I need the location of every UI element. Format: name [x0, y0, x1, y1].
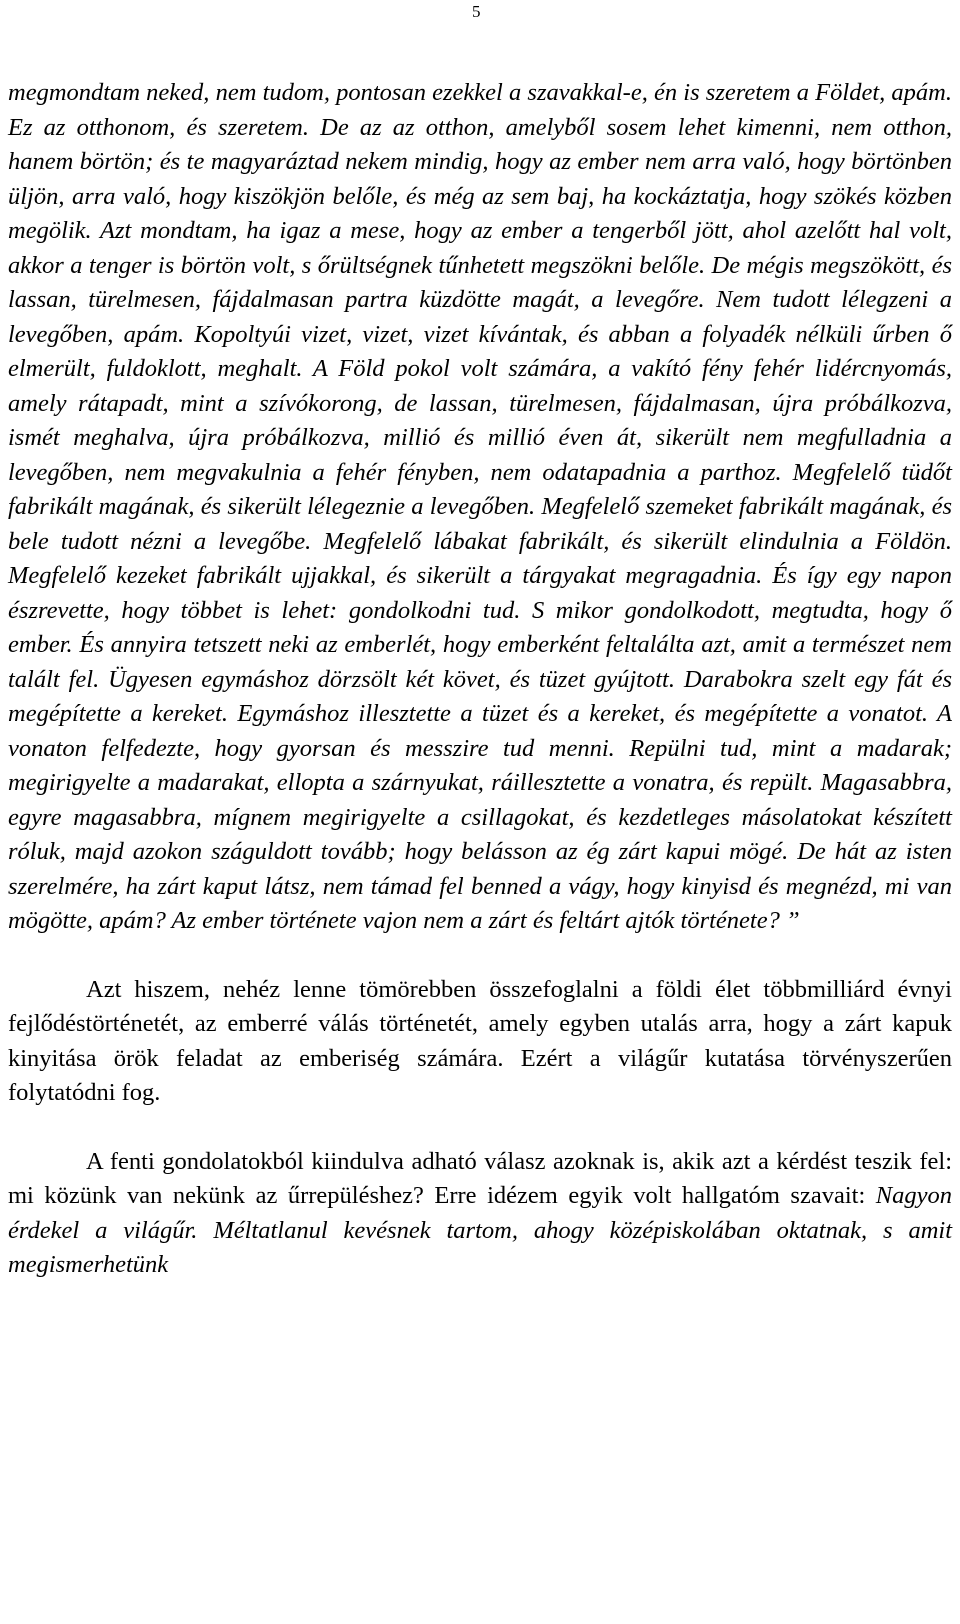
paragraph-gap — [8, 1111, 952, 1145]
page-number-text: 5 — [472, 2, 481, 21]
paragraph-student-quote — [8, 1145, 952, 1283]
paragraph-plain-text: A fenti gondolatokból kiindulva adható válasz azoknak is, akik azt a kérdést teszik fel: mi közünk van nekünk az űrrepüléshez? Erre idézem egyik volt hallgatóm szavait: — [8, 1147, 952, 1209]
paragraph-summary: Azt hiszem, nehéz lenne tömörebben összefoglalni a földi élet többmilliárd évnyi fejlődéstörténetét, az emberré válás történetét, amely egyben utalás arra, hogy a zárt kapuk kinyitása örök feladat az emberiség számára. Ezért a világűr kutatása törvényszerűen folytatódni fog. — [8, 975, 952, 1106]
document-body — [8, 76, 952, 1283]
student-quote-italic: Nagyon érdekel a világűr. Méltatlanul kevésnek tartom, ahogy középiskolában oktatnak, s amit megismerhetünk — [8, 1182, 952, 1278]
quote-paragraph: megmondtam neked, nem tudom, pontosan ezekkel a szavakkal-e, én is szeretem a Földet, apám. Ez az otthonom, és szeretem. De az az otthon, amelyből sosem lehet kimenni, nem otthon, hanem börtön; és te magyaráztad nekem mindig, hogy az ember nem arra való, hogy börtönben üljön, arra való, hogy kiszökjön belőle, és még az sem baj, ha kockáztatja, hogy szökés közben megölik. Azt mondtam, ha igaz a mese, hogy az ember a tengerből jött, ahol azelőtt hal volt, akkor a tenger is börtön volt, s őrültségnek tűnhetett megszökni belőle. De mégis megszökött, és lassan, türelmesen, fájdalmasan partra küzdötte magát, a levegőre. Nem tudott lélegzeni a levegőben, apám. Kopoltyúi vizet, vizet, vizet kívántak, és abban a folyadék nélküli űrben ő elmerült, fuldoklott, meghalt. A Föld pokol volt számára, a vakító fény fehér lidércnyomás, amely rátapadt, mint a szívókorong, de lassan, türelmesen, fájdalmasan, újra próbálkozva, ismét meghalva, újra próbálkozva, millió és millió éven át, sikerült nem megfulladnia a levegőben, nem megvakulnia a fehér fényben, nem odatapadnia a parthoz. Megfelelő tüdőt fabrikált magának, és sikerült lélegeznie a levegőben. Megfelelő szemeket fabrikált magának, és bele tudott nézni a levegőbe. Megfelelő lábakat fabrikált, és sikerült elindulnia a Földön. Megfelelő kezeket fabrikált ujjakkal, és sikerült a tárgyakat megragadnia. És így egy napon észrevette, hogy többet is lehet: gondolkodni tud. S mikor gondolkodott, megtudta, hogy ő ember. És annyira tetszett neki az emberlét, hogy emberként feltalálta azt, amit a természet nem talált fel. Ügyesen egymáshoz dörzsölt két követ, és tüzet gyújtott. Darabokra szelt egy fát és megépítette a kereket. Egymáshoz illesztette a tüzet és a kereket, és megépítette a vonatot. A vonaton felfedezte, hogy gyorsan és messzire tud menni. Repülni tud, mint a madarak; megirigyelte a madarakat, ellopta a szárnyukat, ráillesztette a vonatra, és repült. Magasabbra, egyre magasabbra, mígnem megirigyelte a csillagokat, és kezdetleges másolatokat készített róluk, majd azokon száguldott tovább; hogy belásson az ég zárt kapui mögé. De hát az isten szerelmére, ha zárt kaput látsz, nem támad fel benned a vágy, hogy kinyisd és megnézd, mi van mögötte, apám? Az ember története vajon nem a zárt és feltárt ajtók története? ” — [8, 79, 952, 934]
paragraph-gap — [8, 939, 952, 973]
